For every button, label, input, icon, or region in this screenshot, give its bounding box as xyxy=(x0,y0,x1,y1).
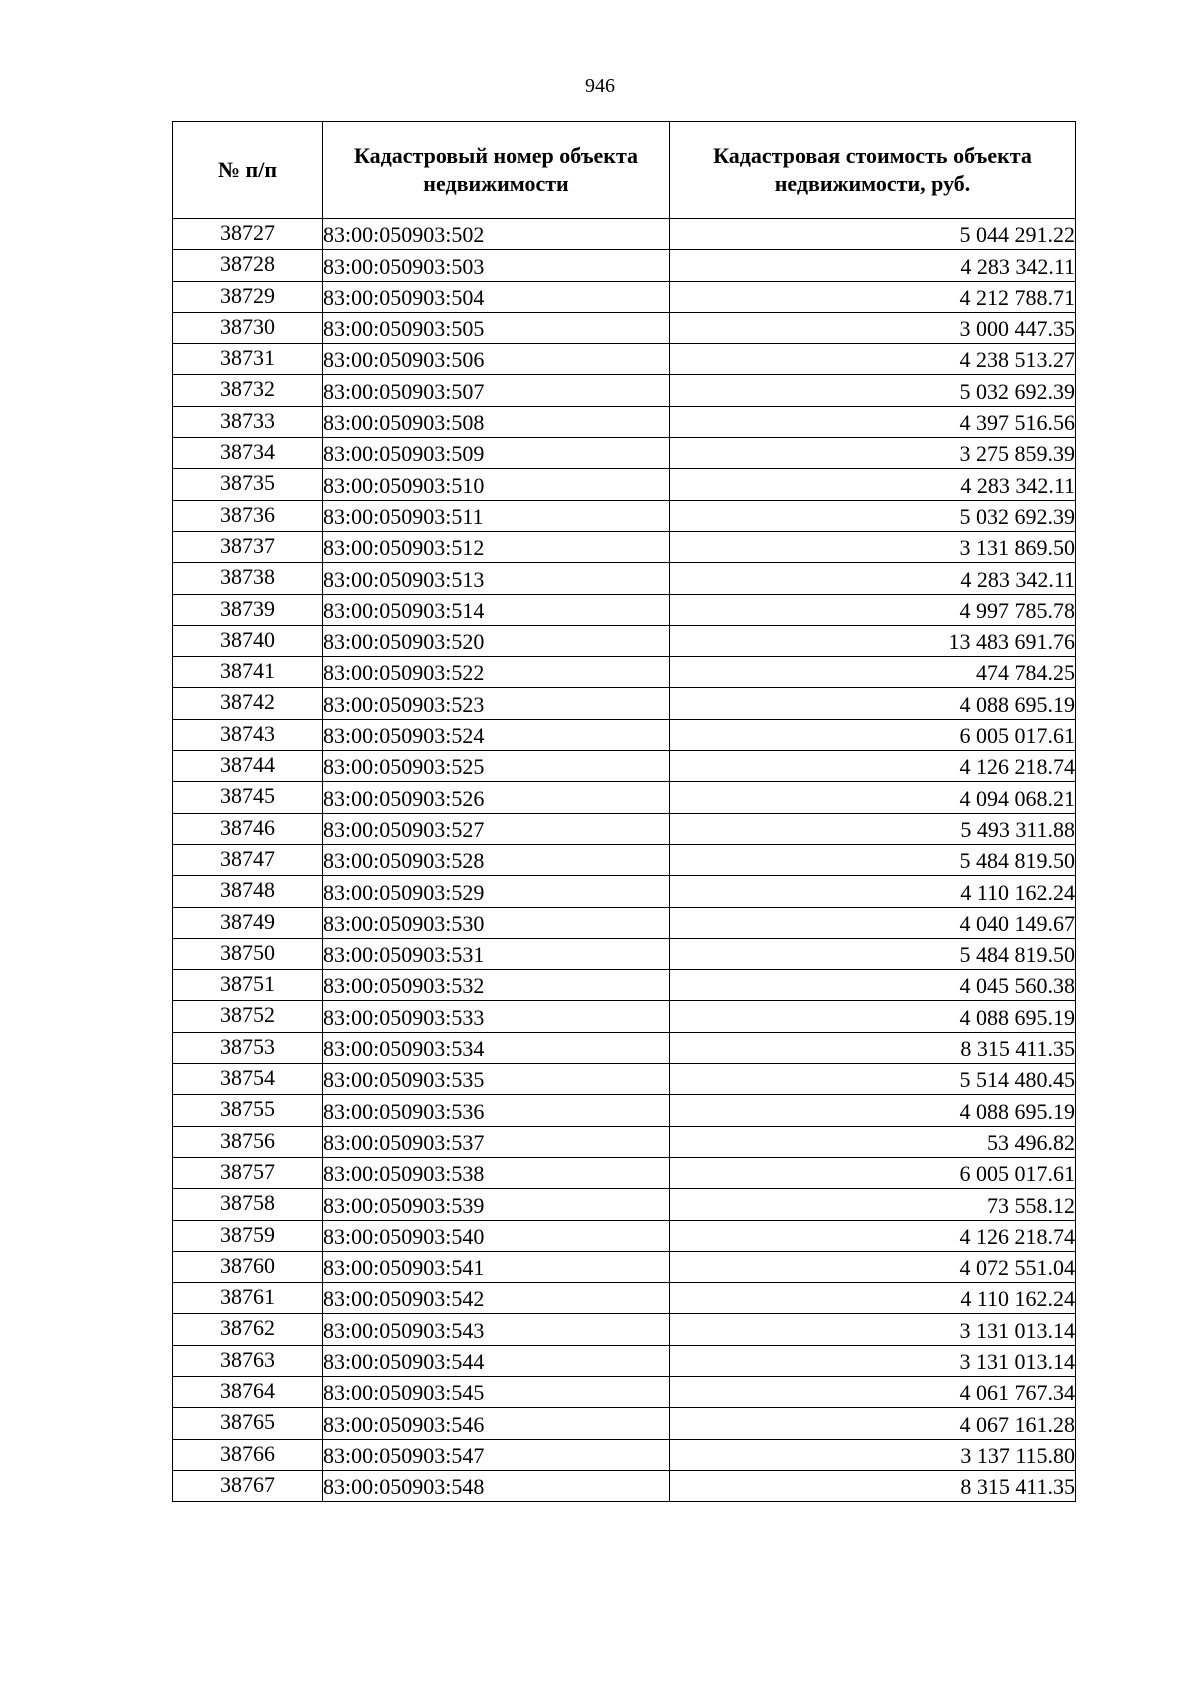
cadastral-value-cell: 4 283 342.11 xyxy=(670,469,1076,500)
table-row xyxy=(173,594,1076,625)
cadastral-value-cell: 5 484 819.50 xyxy=(670,844,1076,875)
cadastral-value-cell: 4 283 342.11 xyxy=(670,563,1076,594)
row-number-cell: 38745 xyxy=(173,782,323,813)
row-number-cell: 38756 xyxy=(173,1126,323,1157)
cadastral-value-cell: 4 126 218.74 xyxy=(670,751,1076,782)
cadastral-value-cell: 3 131 013.14 xyxy=(670,1345,1076,1376)
cadastral-number-cell: 83:00:050903:506 xyxy=(323,344,670,375)
row-number-cell: 38762 xyxy=(173,1314,323,1345)
table-row xyxy=(173,844,1076,875)
row-number-cell: 38754 xyxy=(173,1064,323,1095)
row-number-cell: 38751 xyxy=(173,970,323,1001)
table-row xyxy=(173,406,1076,437)
table-row xyxy=(173,500,1076,531)
cadastral-value-cell: 4 088 695.19 xyxy=(670,688,1076,719)
cadastral-value-cell: 3 131 013.14 xyxy=(670,1314,1076,1345)
table-row xyxy=(173,719,1076,750)
table-row xyxy=(173,751,1076,782)
table-row xyxy=(173,344,1076,375)
cadastral-number-cell: 83:00:050903:533 xyxy=(323,1001,670,1032)
row-number-cell: 38765 xyxy=(173,1408,323,1439)
cadastral-number-cell: 83:00:050903:523 xyxy=(323,688,670,719)
cadastral-number-cell: 83:00:050903:527 xyxy=(323,813,670,844)
table-header xyxy=(173,122,1076,219)
cadastral-number-cell: 83:00:050903:539 xyxy=(323,1189,670,1220)
cadastral-value-cell: 4 067 161.28 xyxy=(670,1408,1076,1439)
table-row xyxy=(173,1001,1076,1032)
row-number-cell: 38732 xyxy=(173,375,323,406)
table-row xyxy=(173,1439,1076,1470)
row-number-cell: 38734 xyxy=(173,438,323,469)
table-row xyxy=(173,1251,1076,1282)
cadastral-number-cell: 83:00:050903:532 xyxy=(323,970,670,1001)
cadastral-value-cell: 3 137 115.80 xyxy=(670,1439,1076,1470)
cadastral-value-cell: 4 997 785.78 xyxy=(670,594,1076,625)
header-num: № п/п xyxy=(173,122,323,219)
cadastral-value-cell: 8 315 411.35 xyxy=(670,1470,1076,1501)
cadastral-value-cell: 5 493 311.88 xyxy=(670,813,1076,844)
table-row xyxy=(173,1220,1076,1251)
table-row xyxy=(173,1095,1076,1126)
cadastral-value-cell: 474 784.25 xyxy=(670,657,1076,688)
cadastral-value-cell: 4 088 695.19 xyxy=(670,1095,1076,1126)
cadastral-number-cell: 83:00:050903:507 xyxy=(323,375,670,406)
row-number-cell: 38763 xyxy=(173,1345,323,1376)
cadastral-value-cell: 3 000 447.35 xyxy=(670,312,1076,343)
cadastral-number-cell: 83:00:050903:535 xyxy=(323,1064,670,1095)
table-row xyxy=(173,813,1076,844)
table-row xyxy=(173,625,1076,656)
cadastral-number-cell: 83:00:050903:544 xyxy=(323,1345,670,1376)
table-row xyxy=(173,563,1076,594)
cadastral-number-cell: 83:00:050903:503 xyxy=(323,250,670,281)
table-row xyxy=(173,312,1076,343)
cadastral-number-cell: 83:00:050903:510 xyxy=(323,469,670,500)
cadastral-value-table xyxy=(172,121,1076,1502)
cadastral-value-cell: 53 496.82 xyxy=(670,1126,1076,1157)
row-number-cell: 38728 xyxy=(173,250,323,281)
row-number-cell: 38741 xyxy=(173,657,323,688)
cadastral-number-cell: 83:00:050903:540 xyxy=(323,1220,670,1251)
cadastral-number-cell: 83:00:050903:541 xyxy=(323,1251,670,1282)
cadastral-value-cell: 4 110 162.24 xyxy=(670,876,1076,907)
table-row xyxy=(173,1283,1076,1314)
cadastral-value-cell: 4 212 788.71 xyxy=(670,281,1076,312)
cadastral-number-cell: 83:00:050903:538 xyxy=(323,1157,670,1188)
cadastral-number-cell: 83:00:050903:509 xyxy=(323,438,670,469)
row-number-cell: 38742 xyxy=(173,688,323,719)
cadastral-value-cell: 4 088 695.19 xyxy=(670,1001,1076,1032)
table-row xyxy=(173,907,1076,938)
table-row xyxy=(173,469,1076,500)
row-number-cell: 38729 xyxy=(173,281,323,312)
row-number-cell: 38738 xyxy=(173,563,323,594)
row-number-cell: 38731 xyxy=(173,344,323,375)
cadastral-number-cell: 83:00:050903:543 xyxy=(323,1314,670,1345)
cadastral-value-cell: 4 045 560.38 xyxy=(670,970,1076,1001)
cadastral-value-cell: 8 315 411.35 xyxy=(670,1032,1076,1063)
row-number-cell: 38766 xyxy=(173,1439,323,1470)
cadastral-number-cell: 83:00:050903:504 xyxy=(323,281,670,312)
cadastral-number-cell: 83:00:050903:526 xyxy=(323,782,670,813)
row-number-cell: 38757 xyxy=(173,1157,323,1188)
cadastral-number-cell: 83:00:050903:502 xyxy=(323,219,670,250)
cadastral-value-cell: 4 126 218.74 xyxy=(670,1220,1076,1251)
cadastral-number-cell: 83:00:050903:529 xyxy=(323,876,670,907)
cadastral-value-cell: 4 110 162.24 xyxy=(670,1283,1076,1314)
row-number-cell: 38743 xyxy=(173,719,323,750)
cadastral-number-cell: 83:00:050903:524 xyxy=(323,719,670,750)
row-number-cell: 38760 xyxy=(173,1251,323,1282)
table-row xyxy=(173,438,1076,469)
cadastral-number-cell: 83:00:050903:542 xyxy=(323,1283,670,1314)
cadastral-number-cell: 83:00:050903:522 xyxy=(323,657,670,688)
table-row xyxy=(173,1470,1076,1501)
cadastral-number-cell: 83:00:050903:525 xyxy=(323,751,670,782)
table-row xyxy=(173,970,1076,1001)
row-number-cell: 38764 xyxy=(173,1376,323,1407)
row-number-cell: 38733 xyxy=(173,406,323,437)
cadastral-number-cell: 83:00:050903:508 xyxy=(323,406,670,437)
cadastral-number-cell: 83:00:050903:514 xyxy=(323,594,670,625)
table-row xyxy=(173,657,1076,688)
cadastral-number-cell: 83:00:050903:528 xyxy=(323,844,670,875)
cadastral-number-cell: 83:00:050903:536 xyxy=(323,1095,670,1126)
row-number-cell: 38747 xyxy=(173,844,323,875)
cadastral-value-cell: 5 044 291.22 xyxy=(670,219,1076,250)
row-number-cell: 38753 xyxy=(173,1032,323,1063)
header-row xyxy=(173,122,1076,219)
cadastral-value-cell: 4 238 513.27 xyxy=(670,344,1076,375)
cadastral-value-cell: 4 094 068.21 xyxy=(670,782,1076,813)
cadastral-value-cell: 4 072 551.04 xyxy=(670,1251,1076,1282)
cadastral-value-cell: 4 040 149.67 xyxy=(670,907,1076,938)
cadastral-number-cell: 83:00:050903:531 xyxy=(323,938,670,969)
row-number-cell: 38749 xyxy=(173,907,323,938)
cadastral-value-cell: 4 397 516.56 xyxy=(670,406,1076,437)
row-number-cell: 38744 xyxy=(173,751,323,782)
cadastral-number-cell: 83:00:050903:545 xyxy=(323,1376,670,1407)
table-row xyxy=(173,531,1076,562)
cadastral-number-cell: 83:00:050903:547 xyxy=(323,1439,670,1470)
row-number-cell: 38767 xyxy=(173,1470,323,1501)
cadastral-value-cell: 4 061 767.34 xyxy=(670,1376,1076,1407)
row-number-cell: 38759 xyxy=(173,1220,323,1251)
table-row xyxy=(173,782,1076,813)
row-number-cell: 38755 xyxy=(173,1095,323,1126)
table-row xyxy=(173,1032,1076,1063)
cadastral-value-cell: 5 032 692.39 xyxy=(670,375,1076,406)
row-number-cell: 38761 xyxy=(173,1283,323,1314)
row-number-cell: 38746 xyxy=(173,813,323,844)
table-row xyxy=(173,1189,1076,1220)
cadastral-value-cell: 6 005 017.61 xyxy=(670,1157,1076,1188)
row-number-cell: 38730 xyxy=(173,312,323,343)
table-row xyxy=(173,250,1076,281)
cadastral-value-cell: 73 558.12 xyxy=(670,1189,1076,1220)
row-number-cell: 38727 xyxy=(173,219,323,250)
table-row xyxy=(173,375,1076,406)
cadastral-value-cell: 3 275 859.39 xyxy=(670,438,1076,469)
page-number: 946 xyxy=(585,75,615,97)
table-row xyxy=(173,876,1076,907)
cadastral-value-cell: 5 514 480.45 xyxy=(670,1064,1076,1095)
header-cadastral-number: Кадастровый номер объекта недвижимости xyxy=(323,122,670,219)
row-number-cell: 38750 xyxy=(173,938,323,969)
cadastral-number-cell: 83:00:050903:530 xyxy=(323,907,670,938)
row-number-cell: 38737 xyxy=(173,531,323,562)
cadastral-number-cell: 83:00:050903:537 xyxy=(323,1126,670,1157)
cadastral-value-cell: 5 484 819.50 xyxy=(670,938,1076,969)
table-row xyxy=(173,1064,1076,1095)
cadastral-number-cell: 83:00:050903:534 xyxy=(323,1032,670,1063)
cadastral-value-cell: 13 483 691.76 xyxy=(670,625,1076,656)
table-row xyxy=(173,1314,1076,1345)
header-cadastral-value: Кадастровая стоимость объекта недвижимости, руб. xyxy=(670,122,1076,219)
table-row xyxy=(173,1408,1076,1439)
table-row xyxy=(173,1345,1076,1376)
row-number-cell: 38739 xyxy=(173,594,323,625)
table-row xyxy=(173,688,1076,719)
cadastral-value-cell: 5 032 692.39 xyxy=(670,500,1076,531)
cadastral-number-cell: 83:00:050903:505 xyxy=(323,312,670,343)
cadastral-value-cell: 4 283 342.11 xyxy=(670,250,1076,281)
cadastral-value-cell: 3 131 869.50 xyxy=(670,531,1076,562)
cadastral-number-cell: 83:00:050903:511 xyxy=(323,500,670,531)
cadastral-number-cell: 83:00:050903:513 xyxy=(323,563,670,594)
table-row xyxy=(173,1157,1076,1188)
table-row xyxy=(173,281,1076,312)
row-number-cell: 38740 xyxy=(173,625,323,656)
table-row xyxy=(173,1376,1076,1407)
cadastral-number-cell: 83:00:050903:512 xyxy=(323,531,670,562)
table-body xyxy=(173,219,1076,1502)
cadastral-number-cell: 83:00:050903:520 xyxy=(323,625,670,656)
cadastral-number-cell: 83:00:050903:548 xyxy=(323,1470,670,1501)
table-row xyxy=(173,938,1076,969)
row-number-cell: 38736 xyxy=(173,500,323,531)
table-row xyxy=(173,1126,1076,1157)
row-number-cell: 38735 xyxy=(173,469,323,500)
row-number-cell: 38752 xyxy=(173,1001,323,1032)
row-number-cell: 38748 xyxy=(173,876,323,907)
table-row xyxy=(173,219,1076,250)
cadastral-value-cell: 6 005 017.61 xyxy=(670,719,1076,750)
cadastral-number-cell: 83:00:050903:546 xyxy=(323,1408,670,1439)
row-number-cell: 38758 xyxy=(173,1189,323,1220)
